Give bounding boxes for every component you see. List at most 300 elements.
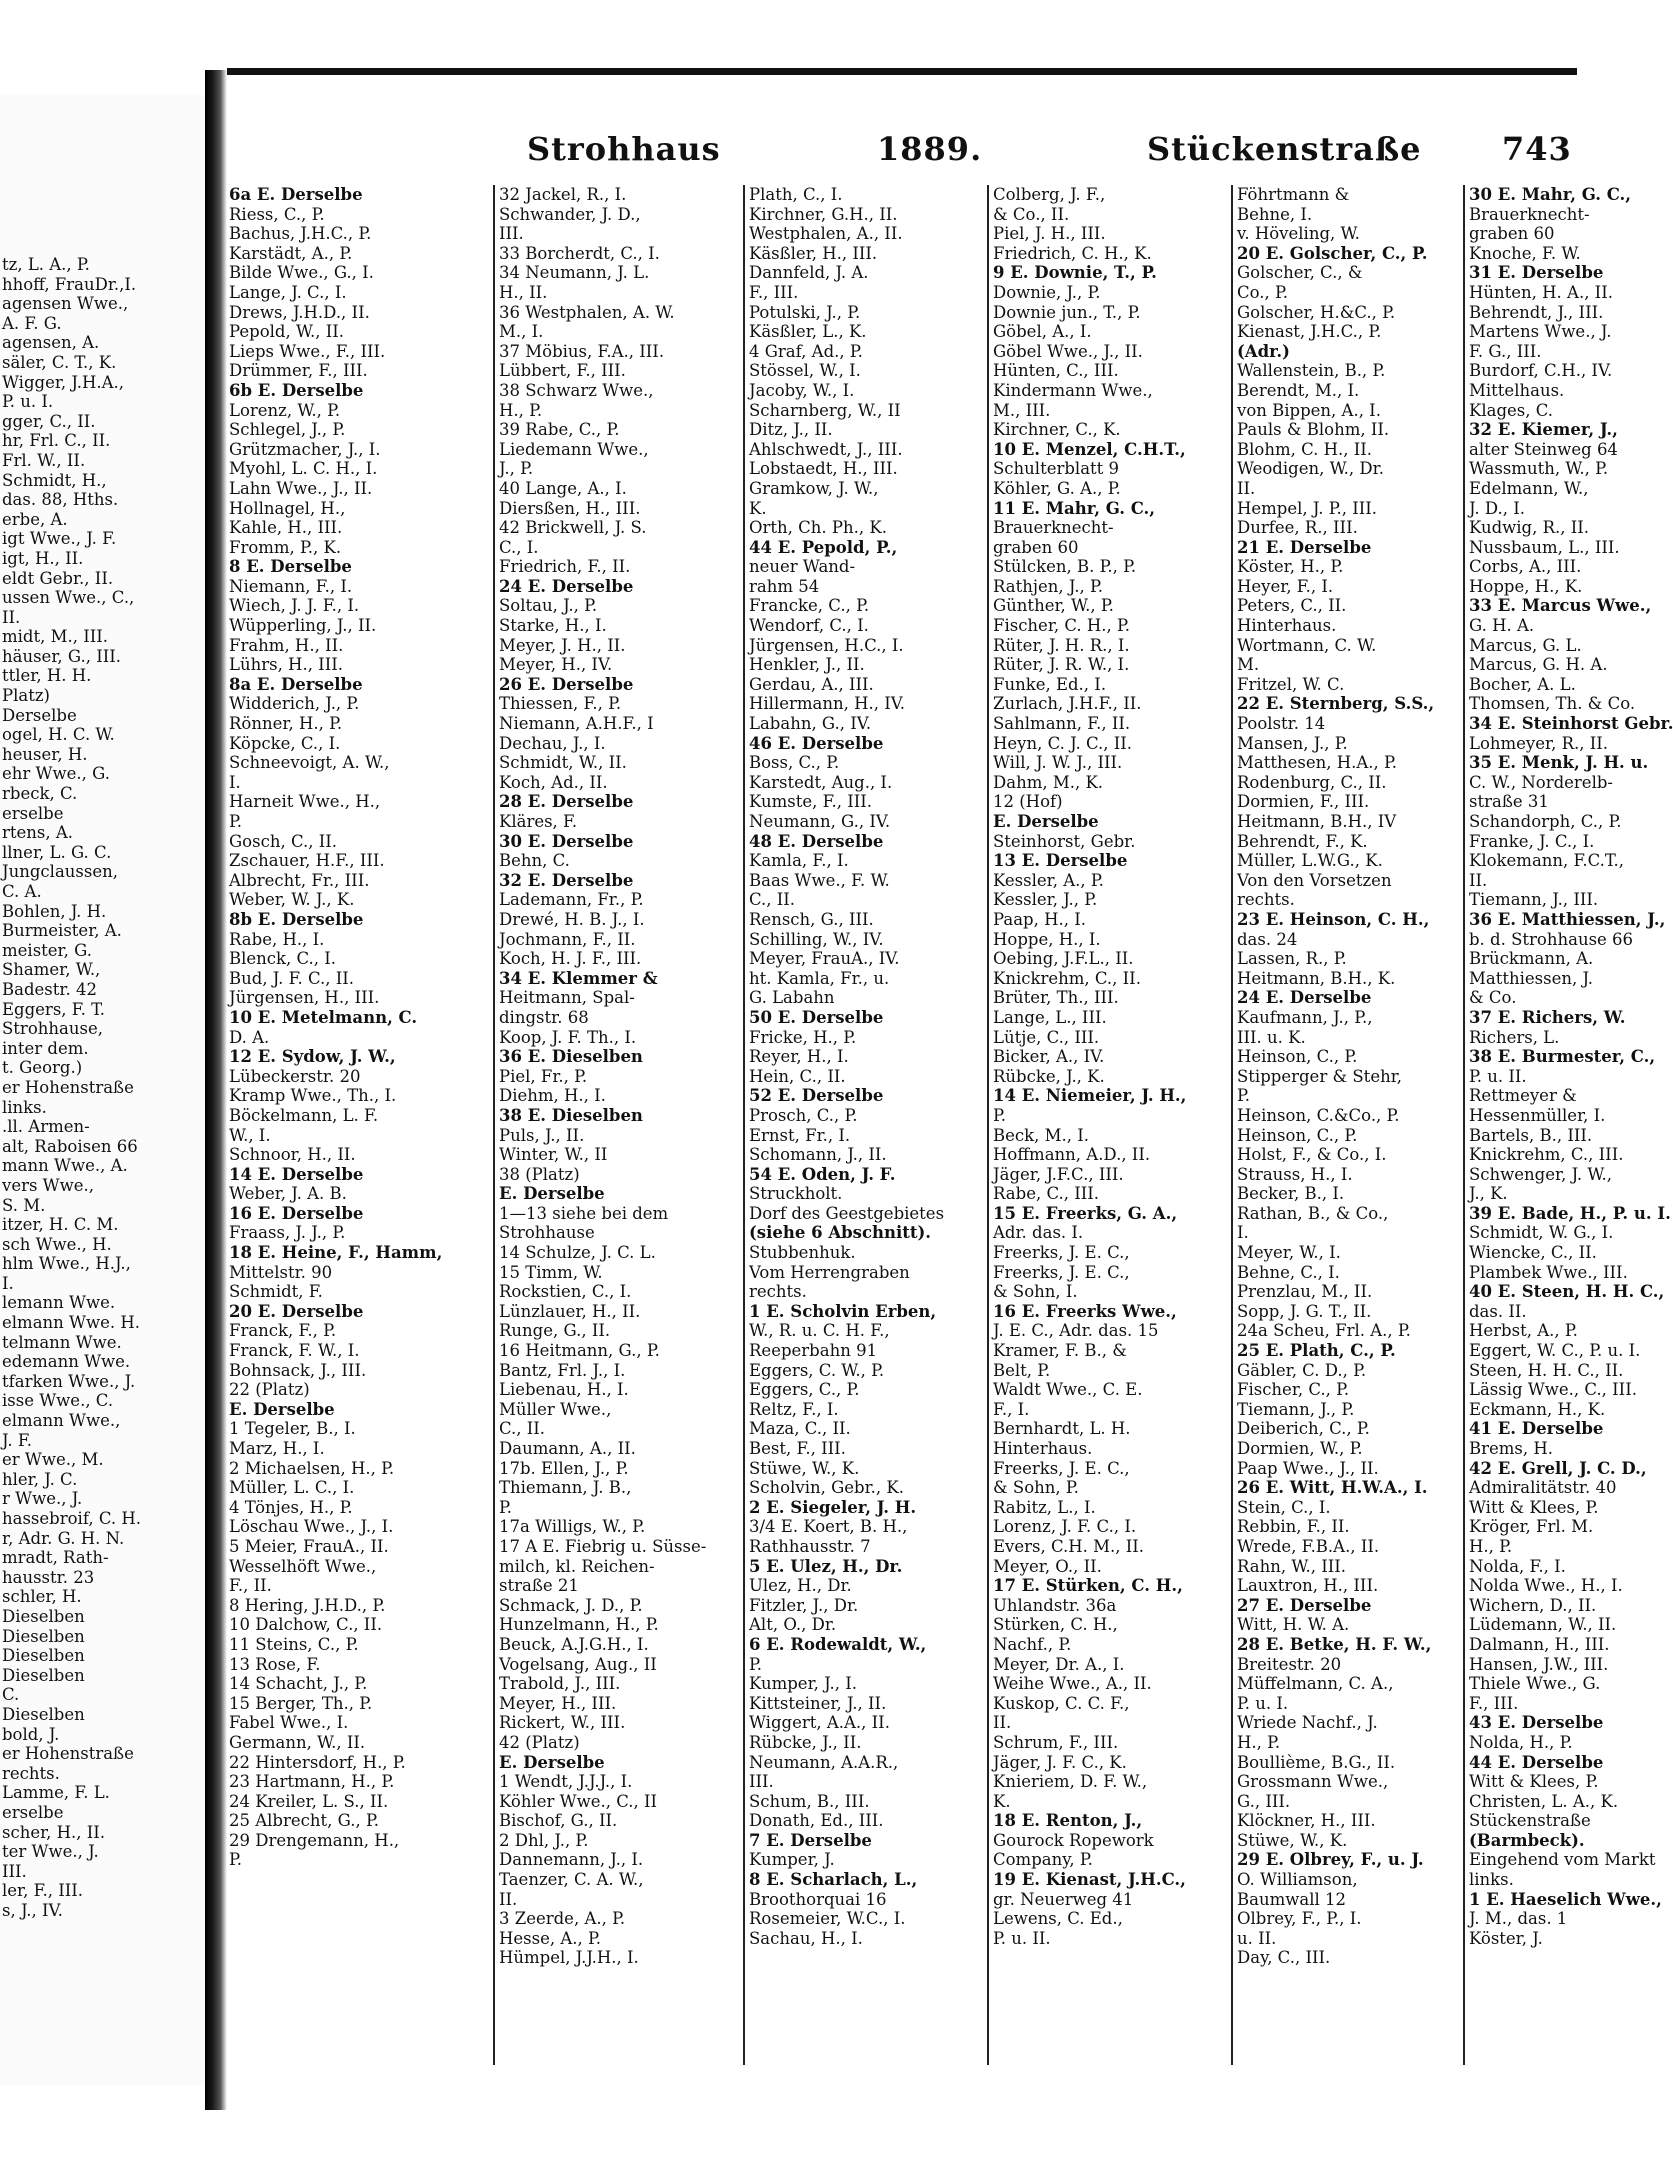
directory-entry: Fitzler, J., Dr. bbox=[749, 1595, 859, 1615]
directory-entry: Marcus, G. H. A. bbox=[1469, 655, 1608, 675]
directory-entry: eldt Gebr., II. bbox=[2, 568, 114, 588]
directory-entry: Dahm, M., K. bbox=[993, 772, 1104, 792]
directory-entry: Beck, M., I. bbox=[993, 1125, 1090, 1145]
directory-entry: Adr. das. I. bbox=[993, 1223, 1084, 1243]
directory-entry: (Adr.) bbox=[1237, 341, 1290, 361]
directory-entry: Jungclaussen, bbox=[2, 862, 118, 882]
directory-entry: Schum, B., III. bbox=[749, 1791, 870, 1811]
directory-entry: P. bbox=[499, 1497, 513, 1517]
directory-entry: 18 E. Renton, J., bbox=[993, 1811, 1143, 1831]
column-6 bbox=[1469, 185, 1673, 2085]
directory-entry: Schomann, J., II. bbox=[749, 1145, 887, 1165]
directory-entry: P. u. II. bbox=[993, 1928, 1051, 1948]
directory-entry: Daumann, A., II. bbox=[499, 1439, 636, 1458]
directory-entry: Puls, J., II. bbox=[499, 1125, 585, 1145]
directory-entry: Rabitz, L., I. bbox=[993, 1497, 1096, 1517]
column-3 bbox=[749, 185, 985, 2085]
header-year: 1889. bbox=[877, 130, 983, 168]
directory-entry: Bilde Wwe., G., I. bbox=[229, 263, 374, 283]
directory-entry: Wiggert, A.A., II. bbox=[749, 1713, 890, 1733]
directory-entry: Bantz, Frl. J., I. bbox=[499, 1360, 626, 1380]
directory-entry: elmann Wwe. H. bbox=[2, 1313, 140, 1333]
directory-entry: Stüwe, W., K. bbox=[1237, 1830, 1348, 1850]
directory-entry: Kahle, H., III. bbox=[229, 518, 343, 538]
directory-entry: Will, J. W. J., III. bbox=[993, 753, 1123, 773]
directory-entry: Lamme, F. L. bbox=[2, 1783, 110, 1803]
directory-entry: Dormien, W., P. bbox=[1237, 1439, 1363, 1458]
directory-entry: ehr Wwe., G. bbox=[2, 764, 110, 784]
directory-entry: Brauerknecht- bbox=[993, 518, 1114, 538]
directory-entry: 39 E. Bade, H., P. u. I. bbox=[1469, 1203, 1671, 1223]
directory-entry: 48 E. Derselbe bbox=[749, 831, 884, 851]
directory-entry: inter dem. bbox=[2, 1038, 89, 1058]
directory-entry: Knickrehm, C., II. bbox=[993, 968, 1141, 988]
directory-entry: Maza, C., II. bbox=[749, 1419, 851, 1439]
directory-entry: 8 E. Scharlach, L., bbox=[749, 1870, 918, 1890]
directory-entry: Kirchner, G.H., II. bbox=[749, 204, 898, 224]
directory-entry: Vogelsang, Aug., II bbox=[499, 1654, 657, 1674]
directory-entry: Jäger, J. F. C., K. bbox=[993, 1752, 1127, 1772]
directory-entry: Lademann, Fr., P. bbox=[499, 890, 644, 910]
directory-entry: 54 E. Oden, J. F. bbox=[749, 1164, 896, 1184]
directory-entry: Platz) bbox=[2, 686, 50, 706]
directory-entry: Hillermann, H., IV. bbox=[749, 694, 906, 714]
directory-entry: Behrendt, J., III. bbox=[1469, 302, 1604, 322]
directory-entry: Bernhardt, L. H. bbox=[993, 1419, 1131, 1439]
directory-entry: 27 E. Derselbe bbox=[1237, 1595, 1372, 1615]
directory-entry: Knickrehm, C., III. bbox=[1469, 1145, 1624, 1165]
directory-entry: 17a Willigs, W., P. bbox=[499, 1517, 646, 1537]
directory-entry: Kirchner, C., K. bbox=[993, 420, 1121, 440]
directory-entry: Wallenstein, B., P. bbox=[1237, 361, 1386, 381]
directory-entry: Stülcken, B. P., P. bbox=[993, 557, 1137, 577]
directory-entry: 26 E. Derselbe bbox=[499, 674, 634, 694]
directory-entry: Lorenz, J. F. C., I. bbox=[993, 1517, 1137, 1537]
directory-entry: Gosch, C., II. bbox=[229, 831, 337, 851]
directory-entry: 40 Lange, A., I. bbox=[499, 478, 627, 498]
directory-entry: K. bbox=[749, 498, 767, 518]
directory-entry: E. Derselbe bbox=[993, 812, 1099, 831]
directory-entry: Company, P. bbox=[993, 1850, 1093, 1870]
directory-entry: 2 Dhl, J., P. bbox=[499, 1830, 589, 1850]
directory-entry: Meyer, W., I. bbox=[1237, 1243, 1341, 1263]
directory-entry: Köhler, G. A., P. bbox=[993, 478, 1121, 498]
directory-entry: 22 Hintersdorf, H., P. bbox=[229, 1752, 406, 1772]
directory-entry: Kessler, J., P. bbox=[993, 890, 1098, 910]
directory-entry: Lünzlauer, H., II. bbox=[499, 1301, 641, 1321]
directory-entry: Tiemann, J., III. bbox=[1469, 890, 1599, 910]
directory-entry: 3 Zeerde, A., P. bbox=[499, 1909, 626, 1929]
directory-entry: & Co., II. bbox=[993, 204, 1070, 224]
page-number: 743 bbox=[1502, 130, 1572, 168]
directory-entry: 14 E. Niemeier, J. H., bbox=[993, 1086, 1187, 1106]
directory-entry: Olbrey, F., P., I. bbox=[1237, 1909, 1362, 1929]
directory-entry: Marcus, G. L. bbox=[1469, 635, 1582, 655]
directory-entry: Schilling, W., IV. bbox=[749, 929, 884, 949]
directory-entry: Sachau, H., I. bbox=[749, 1928, 863, 1948]
directory-entry: alt, Raboisen 66 bbox=[2, 1136, 138, 1156]
directory-entry: Niemann, A.H.F., I bbox=[499, 714, 654, 734]
directory-entry: 9 E. Downie, T., P. bbox=[993, 263, 1157, 283]
directory-entry: Wiech, J. J. F., I. bbox=[229, 596, 360, 616]
directory-entry: C. A. bbox=[2, 882, 42, 901]
directory-entry: lemann Wwe. bbox=[2, 1293, 116, 1313]
directory-entry: Diehm, H., I. bbox=[499, 1086, 606, 1106]
directory-entry: Broothorquai 16 bbox=[749, 1889, 887, 1909]
directory-entry: III. u. K. bbox=[1237, 1027, 1306, 1047]
directory-entry: Frahm, H., II. bbox=[229, 635, 344, 655]
directory-entry: Blenck, C., I. bbox=[229, 949, 337, 969]
directory-entry: Germann, W., II. bbox=[229, 1732, 366, 1752]
directory-entry: Hinterhaus. bbox=[1237, 616, 1337, 636]
directory-entry: hr, Frl. C., II. bbox=[2, 431, 111, 451]
directory-entry: Hollnagel, H., bbox=[229, 498, 346, 518]
directory-entry: Plath, C., I. bbox=[749, 185, 843, 204]
directory-entry: & Sohn, I. bbox=[993, 1282, 1078, 1302]
directory-entry: isse Wwe., C. bbox=[2, 1391, 114, 1411]
directory-entry: Lorenz, W., P. bbox=[229, 400, 341, 420]
directory-entry: G. Labahn bbox=[749, 988, 835, 1008]
directory-entry: r, Adr. G. H. N. bbox=[2, 1528, 125, 1548]
directory-entry: Holst, F., & Co., I. bbox=[1237, 1145, 1387, 1165]
directory-entry: Kröger, Frl. M. bbox=[1469, 1517, 1594, 1537]
directory-entry: Koch, Ad., II. bbox=[499, 772, 608, 792]
directory-entry: Nolda, F., I. bbox=[1469, 1556, 1566, 1576]
directory-entry: 5 E. Ulez, H., Dr. bbox=[749, 1556, 903, 1576]
directory-entry: G. H. A. bbox=[1469, 616, 1535, 636]
directory-entry: Scholvin, Gebr., K. bbox=[749, 1478, 904, 1498]
directory-entry: Müller Wwe., bbox=[499, 1399, 612, 1419]
directory-entry: 1 E. Haeselich Wwe., bbox=[1469, 1889, 1662, 1909]
directory-entry: mann Wwe., A. bbox=[2, 1156, 128, 1176]
directory-entry: Lobstaedt, H., III. bbox=[749, 459, 898, 479]
directory-entry: II. bbox=[2, 607, 21, 627]
directory-entry: 17 E. Stürken, C. H., bbox=[993, 1576, 1183, 1596]
directory-entry: 33 Borcherdt, C., I. bbox=[499, 243, 660, 263]
directory-entry: Nolda Wwe., H., I. bbox=[1469, 1576, 1623, 1596]
directory-entry: erbe, A. bbox=[2, 509, 68, 529]
directory-entry: Koch, H. J. F., III. bbox=[499, 949, 642, 969]
directory-entry: Peters, C., II. bbox=[1237, 596, 1347, 616]
directory-entry: Vom Herrengraben bbox=[749, 1262, 910, 1282]
directory-entry: 39 Rabe, C., P. bbox=[499, 420, 620, 440]
directory-entry: Alt, O., Dr. bbox=[749, 1615, 837, 1635]
directory-entry: 1 Wendt, J.J.J., I. bbox=[499, 1772, 633, 1792]
directory-entry: 5 Meier, FrauA., II. bbox=[229, 1536, 389, 1556]
directory-entry: Bohlen, J. H. bbox=[2, 901, 107, 921]
directory-entry: Christen, L. A., K. bbox=[1469, 1791, 1619, 1811]
directory-entry: Klöckner, H., III. bbox=[1237, 1811, 1376, 1831]
directory-entry: ht. Kamla, Fr., u. bbox=[749, 968, 890, 988]
directory-entry: I. bbox=[2, 1273, 14, 1293]
directory-entry: Diersßen, H., III. bbox=[499, 498, 641, 518]
directory-entry: Lübbert, F., III. bbox=[499, 361, 626, 381]
directory-entry: Kessler, A., P. bbox=[993, 870, 1104, 890]
directory-entry: F. G., III. bbox=[1469, 341, 1542, 361]
directory-entry: Prenzlau, M., II. bbox=[1237, 1282, 1373, 1302]
directory-entry: hler, J. C. bbox=[2, 1469, 78, 1489]
directory-entry: graben 60 bbox=[993, 537, 1079, 557]
directory-entry: Ulez, H., Dr. bbox=[749, 1576, 852, 1596]
directory-entry: W., I. bbox=[229, 1125, 271, 1145]
directory-entry: Dorf des Geestgebietes bbox=[749, 1203, 945, 1223]
directory-entry: M. bbox=[1237, 655, 1260, 675]
directory-entry: 34 E. Klemmer & bbox=[499, 968, 658, 988]
directory-entry: Rockstien, C., I. bbox=[499, 1282, 632, 1302]
left-page-column bbox=[2, 255, 202, 2135]
directory-entry: Käsßler, L., K. bbox=[749, 322, 867, 342]
directory-entry: S. M. bbox=[2, 1195, 46, 1215]
directory-entry: hhoff, FrauDr.,I. bbox=[2, 274, 137, 294]
directory-entry: mradt, Rath- bbox=[2, 1548, 109, 1568]
directory-entry: Frl. W., II. bbox=[2, 450, 86, 470]
directory-entry: A. F. G. bbox=[2, 313, 62, 333]
directory-entry: Kläres, F. bbox=[499, 812, 578, 831]
directory-entry: (Barmbeck). bbox=[1469, 1830, 1585, 1850]
directory-entry: 12 E. Sydow, J. W., bbox=[229, 1047, 396, 1067]
directory-entry: Thiele Wwe., G. bbox=[1469, 1674, 1601, 1694]
directory-entry: Dieselben bbox=[2, 1665, 85, 1685]
directory-entry: G., III. bbox=[1237, 1791, 1291, 1811]
directory-entry: Lassen, R., P. bbox=[1237, 949, 1347, 969]
directory-entry: Drews, J.H.D., II. bbox=[229, 302, 370, 322]
directory-entry: Fischer, C., P. bbox=[1237, 1380, 1350, 1400]
directory-entry: Eingehend vom Markt bbox=[1469, 1850, 1656, 1870]
directory-entry: 7 E. Derselbe bbox=[749, 1830, 872, 1850]
directory-entry: Brems, H. bbox=[1469, 1439, 1554, 1458]
directory-entry: 1—13 siehe bei dem bbox=[499, 1203, 669, 1223]
directory-entry: C. W., Norderelb- bbox=[1469, 772, 1613, 792]
directory-entry: Strohhause bbox=[499, 1223, 595, 1243]
directory-entry: Klokemann, F.C.T., bbox=[1469, 851, 1625, 871]
directory-entry: Jürgensen, H.C., I. bbox=[749, 635, 904, 655]
directory-entry: Tiemann, J., P. bbox=[1237, 1399, 1355, 1419]
directory-entry: 16 E. Derselbe bbox=[229, 1203, 364, 1223]
directory-entry: 23 E. Heinson, C. H., bbox=[1237, 909, 1430, 929]
directory-entry: 8b E. Derselbe bbox=[229, 909, 364, 929]
directory-entry: 24 Kreiler, L. S., II. bbox=[229, 1791, 389, 1811]
directory-entry: Fricke, H., P. bbox=[749, 1027, 857, 1047]
directory-entry: Lührs, H., III. bbox=[229, 655, 343, 675]
directory-entry: Reeperbahn 91 bbox=[749, 1341, 878, 1361]
directory-entry: Friedrich, F., II. bbox=[499, 557, 631, 577]
directory-entry: 3/4 E. Koert, B. H., bbox=[749, 1517, 908, 1537]
directory-entry: Piel, J. H., III. bbox=[993, 224, 1106, 244]
directory-entry: Dieselben bbox=[2, 1704, 85, 1724]
directory-entry: Böckelmann, L. F. bbox=[229, 1105, 379, 1125]
directory-entry: Sahlmann, F., II. bbox=[993, 714, 1131, 734]
directory-entry: Wortmann, C. W. bbox=[1237, 635, 1377, 655]
directory-entry: Heinson, C., P. bbox=[1237, 1047, 1358, 1067]
directory-entry: 11 Steins, C., P. bbox=[229, 1634, 359, 1654]
directory-entry: 14 E. Derselbe bbox=[229, 1164, 364, 1184]
directory-entry: Labahn, G., IV. bbox=[749, 714, 872, 734]
directory-entry: Schmidt, W., II. bbox=[499, 753, 627, 773]
directory-entry: Hoppe, H., I. bbox=[993, 929, 1101, 949]
directory-entry: 4 Tönjes, H., P. bbox=[229, 1497, 353, 1517]
directory-entry: & Co. bbox=[1469, 988, 1517, 1008]
directory-entry: Mittelhaus. bbox=[1469, 380, 1565, 400]
directory-entry: Heinson, C.&Co., P. bbox=[1237, 1105, 1400, 1125]
column-rule bbox=[987, 185, 989, 2065]
directory-entry: Liedemann Wwe., bbox=[499, 439, 649, 459]
directory-entry: Gourock Ropework bbox=[993, 1830, 1154, 1850]
directory-entry: graben 60 bbox=[1469, 224, 1555, 244]
directory-entry: Derselbe bbox=[2, 705, 77, 725]
directory-entry: 43 E. Derselbe bbox=[1469, 1713, 1604, 1733]
directory-entry: 17b. Ellen, J., P. bbox=[499, 1458, 629, 1478]
directory-entry: Schmidt, H., bbox=[2, 470, 107, 490]
directory-entry: Henkler, J., II. bbox=[749, 655, 865, 675]
directory-entry: bold, J. bbox=[2, 1724, 60, 1744]
directory-entry: H., P. bbox=[499, 400, 543, 420]
directory-entry: Berendt, M., I. bbox=[1237, 380, 1360, 400]
directory-entry: Downie jun., T., P. bbox=[993, 302, 1141, 322]
directory-entry: 41 E. Derselbe bbox=[1469, 1419, 1604, 1439]
directory-entry: Hunzelmann, H., P. bbox=[499, 1615, 659, 1635]
directory-entry: Deiberich, C., P. bbox=[1237, 1419, 1370, 1439]
directory-entry: Golscher, C., & bbox=[1237, 263, 1363, 283]
directory-entry: Donath, Ed., III. bbox=[749, 1811, 884, 1831]
directory-entry: Karstädt, A., P. bbox=[229, 243, 353, 263]
directory-entry: rechts. bbox=[749, 1282, 807, 1302]
directory-entry: 52 E. Derselbe bbox=[749, 1086, 884, 1106]
directory-entry: agensen, A. bbox=[2, 333, 100, 353]
directory-entry: alter Steinweg 64 bbox=[1469, 439, 1618, 459]
directory-entry: Taenzer, C. A. W., bbox=[499, 1870, 644, 1890]
directory-entry: 40 E. Steen, H. H. C., bbox=[1469, 1282, 1665, 1302]
directory-entry: 15 Timm, W. bbox=[499, 1262, 603, 1282]
directory-entry: Strohhause, bbox=[2, 1019, 103, 1039]
directory-entry: Fraass, J. J., P. bbox=[229, 1223, 346, 1243]
directory-entry: Bohnsack, J., III. bbox=[229, 1360, 367, 1380]
directory-entry: Jacoby, W., I. bbox=[749, 380, 855, 400]
directory-entry: 15 Berger, Th., P. bbox=[229, 1693, 373, 1713]
directory-entry: Drewé, H. B. J., I. bbox=[499, 909, 645, 929]
directory-entry: hassebroif, C. H. bbox=[2, 1509, 141, 1528]
directory-entry: Scharnberg, W., II bbox=[749, 400, 901, 420]
directory-entry: Köpcke, C., I. bbox=[229, 733, 341, 753]
directory-entry: Franck, F., P. bbox=[229, 1321, 337, 1341]
directory-entry: Grossmann Wwe., bbox=[1237, 1772, 1389, 1792]
directory-entry: s, J., IV. bbox=[2, 1900, 63, 1920]
directory-entry: itzer, H. C. M. bbox=[2, 1215, 119, 1235]
directory-entry: ter Wwe., J. bbox=[2, 1842, 99, 1862]
directory-entry: 24 E. Derselbe bbox=[499, 576, 634, 596]
directory-entry: Wesselhöft Wwe., bbox=[229, 1556, 377, 1576]
directory-entry: Widderich, J., P. bbox=[229, 694, 360, 714]
directory-entry: dingstr. 68 bbox=[499, 1007, 589, 1027]
directory-entry: E. Derselbe bbox=[229, 1399, 335, 1419]
directory-entry: P. bbox=[229, 812, 243, 831]
directory-entry: Bartels, B., III. bbox=[1469, 1125, 1593, 1145]
directory-entry: Schnoor, H., II. bbox=[229, 1145, 356, 1165]
directory-entry: 38 E. Dieselben bbox=[499, 1105, 643, 1125]
directory-entry: 25 Albrecht, G., P. bbox=[229, 1811, 379, 1831]
directory-entry: Hesse, A., P. bbox=[499, 1928, 601, 1948]
directory-entry: Hansen, J.W., III. bbox=[1469, 1654, 1609, 1674]
directory-entry: J. F. bbox=[2, 1430, 32, 1450]
directory-entry: Klages, C. bbox=[1469, 400, 1554, 420]
directory-entry: Dalmann, H., III. bbox=[1469, 1634, 1610, 1654]
directory-entry: P. u. I. bbox=[1237, 1693, 1289, 1713]
directory-entry: Schulterblatt 9 bbox=[993, 459, 1120, 479]
directory-entry: P. u. I. bbox=[2, 392, 54, 412]
directory-entry: u. II. bbox=[1237, 1928, 1277, 1948]
directory-entry: Lange, L., III. bbox=[993, 1007, 1107, 1027]
directory-entry: P. bbox=[229, 1850, 243, 1870]
directory-entry: Freerks, J. E. C., bbox=[993, 1262, 1130, 1282]
directory-entry: Admiralitätstr. 40 bbox=[1469, 1478, 1617, 1498]
directory-entry: rahm 54 bbox=[749, 576, 820, 596]
directory-entry: Paap, H., I. bbox=[993, 909, 1086, 929]
directory-entry: Hoppe, H., K. bbox=[1469, 576, 1583, 596]
directory-entry: Franck, F. W., I. bbox=[229, 1341, 360, 1361]
directory-entry: C. bbox=[2, 1685, 20, 1705]
directory-entry: Heyer, F., I. bbox=[1237, 576, 1334, 596]
directory-entry: Schrum, F., III. bbox=[993, 1732, 1119, 1752]
directory-entry: 14 Schacht, J., P. bbox=[229, 1674, 368, 1694]
directory-entry: Hessenmüller, I. bbox=[1469, 1105, 1606, 1125]
directory-entry: Kumper, J., I. bbox=[749, 1674, 857, 1694]
directory-entry: Wüpperling, J., II. bbox=[229, 616, 377, 636]
directory-entry: Eggers, C. W., P. bbox=[749, 1360, 885, 1380]
directory-entry: Steen, H. H. C., II. bbox=[1469, 1360, 1624, 1380]
directory-entry: straße 31 bbox=[1469, 792, 1549, 812]
directory-entry: Wriede Nachf., J. bbox=[1237, 1713, 1378, 1733]
directory-entry: sch Wwe., H. bbox=[2, 1234, 112, 1254]
directory-entry: Schlegel, J., P. bbox=[229, 420, 346, 440]
directory-entry: rechts. bbox=[1237, 890, 1295, 910]
column-4 bbox=[993, 185, 1229, 2085]
directory-entry: Trabold, J., III. bbox=[499, 1674, 621, 1694]
directory-entry: Fromm, P., K. bbox=[229, 537, 342, 557]
directory-entry: H., II. bbox=[499, 282, 548, 302]
directory-entry: Strauss, H., I. bbox=[1237, 1164, 1353, 1184]
directory-entry: tfarken Wwe., J. bbox=[2, 1371, 136, 1391]
directory-entry: Freerks, J. E. C., bbox=[993, 1243, 1130, 1263]
column-5 bbox=[1237, 185, 1461, 2085]
directory-entry: Rathan, B., & Co., bbox=[1237, 1203, 1389, 1223]
directory-entry: Kumper, J. bbox=[749, 1850, 835, 1870]
directory-entry: 32 Jackel, R., I. bbox=[499, 185, 627, 204]
directory-entry: H., P. bbox=[1469, 1536, 1513, 1556]
directory-entry: er Hohenstraße bbox=[2, 1077, 134, 1097]
directory-entry: Kamla, F., I. bbox=[749, 851, 849, 871]
directory-entry: rtens, A. bbox=[2, 823, 74, 843]
directory-entry: Steinhorst, Gebr. bbox=[993, 831, 1136, 851]
directory-entry: Baas Wwe., F. W. bbox=[749, 870, 890, 890]
directory-entry: Kramp Wwe., Th., I. bbox=[229, 1086, 397, 1106]
directory-entry: Richers, L. bbox=[1469, 1027, 1560, 1047]
directory-entry: Eckmann, H., K. bbox=[1469, 1399, 1606, 1419]
directory-entry: Franke, J. C., I. bbox=[1469, 831, 1595, 851]
directory-entry: 15 E. Freerks, G. A., bbox=[993, 1203, 1178, 1223]
directory-entry: P. bbox=[993, 1105, 1007, 1125]
directory-entry: Edelmann, W., bbox=[1469, 478, 1589, 498]
directory-entry: Albrecht, Fr., III. bbox=[229, 870, 370, 890]
directory-entry: tz, L. A., P. bbox=[2, 255, 90, 274]
directory-entry: Stössel, W., I. bbox=[749, 361, 861, 381]
directory-entry: Reltz, F., I. bbox=[749, 1399, 839, 1419]
directory-entry: Jäger, J.F.C., III. bbox=[993, 1164, 1124, 1184]
directory-entry: II. bbox=[499, 1889, 518, 1909]
directory-entry: Boullième, B.G., II. bbox=[1237, 1752, 1396, 1772]
directory-entry: 16 Heitmann, G., P. bbox=[499, 1341, 660, 1361]
column-rule bbox=[1463, 185, 1465, 2065]
directory-entry: ler, F., III. bbox=[2, 1881, 84, 1901]
directory-entry: K. bbox=[993, 1791, 1011, 1811]
